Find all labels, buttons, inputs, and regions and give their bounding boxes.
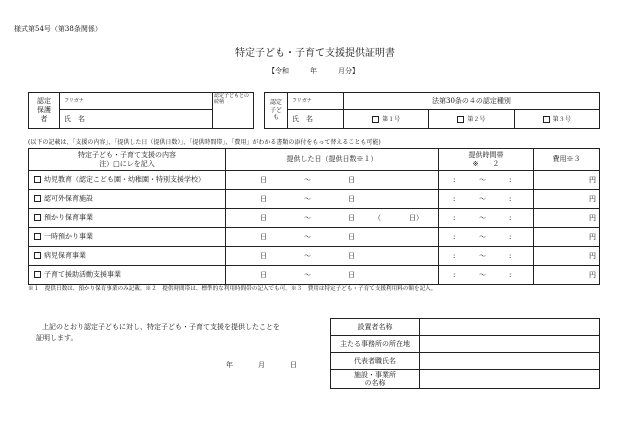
row-label: 認可外保育施設 (44, 194, 93, 203)
cert-day: 日 (290, 361, 297, 369)
checkbox-icon[interactable] (34, 233, 41, 240)
row-days[interactable] (226, 190, 439, 209)
table-row (29, 209, 600, 228)
child-label-cell (265, 93, 288, 129)
day-tilde: 〜 (304, 195, 311, 203)
facility-line-2: の名称 (364, 378, 386, 387)
day-from: 日 (260, 195, 267, 203)
row-time[interactable] (439, 190, 534, 209)
day-from: 日 (260, 176, 267, 184)
table-row (29, 266, 600, 285)
child-furigana-cell[interactable] (288, 93, 344, 110)
row-time[interactable] (439, 228, 534, 247)
row-label: 子育て援助活動支援事業 (44, 270, 121, 279)
provider-value-4[interactable] (420, 370, 600, 389)
recipient-furigana-cell[interactable] (60, 93, 213, 110)
time-tilde: 〜 (479, 271, 486, 279)
checkbox-icon (457, 116, 464, 123)
row-label: 一時預かり事業 (44, 232, 93, 241)
day-from: 日 (260, 252, 267, 260)
row-days[interactable] (226, 228, 439, 247)
row-days[interactable] (226, 171, 439, 190)
category-2[interactable] (429, 110, 514, 129)
recipient-relation-cell[interactable] (213, 93, 254, 129)
header-time-line1: 提供時間帯 (468, 150, 504, 159)
row-label: 幼児教育（認定こども園・幼稚園・特別支援学校） (44, 175, 205, 184)
day-to: 日 (348, 176, 355, 184)
row-cost[interactable]: 円 (534, 266, 600, 285)
period-month: 月分】 (338, 67, 359, 75)
row-content[interactable] (29, 171, 226, 190)
certification-text-2: 証明します。 (36, 334, 78, 342)
form-number: 様式第54号（第38条関係） (14, 25, 102, 33)
provider-table (330, 318, 600, 389)
provider-label-3: 代表者職氏名 (331, 353, 420, 370)
day-from: 日 (260, 233, 267, 241)
row-content[interactable] (29, 209, 226, 228)
time-from: : (453, 214, 456, 222)
day-from: 日 (260, 271, 267, 279)
row-time[interactable] (439, 247, 534, 266)
recipient-table (28, 92, 254, 129)
recipient-label-cell (29, 93, 60, 129)
row-time[interactable] (439, 171, 534, 190)
child-furigana-label: フリガナ (292, 97, 312, 104)
checkbox-icon (372, 116, 379, 123)
row-label: 病児保育事業 (44, 251, 86, 260)
time-from: : (453, 271, 456, 279)
day-from: 日 (260, 214, 267, 222)
provider-label-4 (331, 370, 420, 389)
table-row (29, 247, 600, 266)
time-tilde: 〜 (479, 233, 486, 241)
row-cost[interactable]: 円 (534, 209, 600, 228)
period-year: 年 (310, 67, 317, 75)
time-from: : (453, 195, 456, 203)
day-tilde: 〜 (304, 233, 311, 241)
category-2-label: 第２号 (467, 115, 486, 123)
time-tilde: 〜 (479, 214, 486, 222)
time-to: : (509, 214, 512, 222)
time-from: : (453, 233, 456, 241)
recipient-furigana-label: フリガナ (64, 97, 84, 104)
time-to: : (509, 271, 512, 279)
recipient-name-label: 氏 名 (64, 114, 85, 123)
day-tilde: 〜 (304, 252, 311, 260)
time-to: : (509, 195, 512, 203)
child-name-cell[interactable] (288, 110, 344, 129)
table-row (29, 190, 600, 209)
recipient-name-cell[interactable] (60, 110, 213, 129)
footnote: ※１ 提供日数は、預かり保育事業のみ記載。※２ 提供時間帯は、標準的な利用時間帯の記入でも可。※３ 費用は特定子ども・子育て支援利用料の額を記入。 (28, 286, 437, 292)
day-to: 日 (348, 214, 355, 222)
header-content-line1: 特定子ども・子育て支援の内容 (78, 150, 176, 159)
row-content[interactable] (29, 266, 226, 285)
row-cost[interactable]: 円 (534, 190, 600, 209)
day-to: 日 (348, 252, 355, 260)
header-time-line2: ※ ２ (472, 159, 500, 168)
time-tilde: 〜 (479, 252, 486, 260)
row-content[interactable] (29, 228, 226, 247)
checkbox-icon[interactable] (34, 214, 41, 221)
recipient-relation-label: 認定子どもとの続柄 (214, 93, 250, 105)
row-content[interactable] (29, 247, 226, 266)
row-days[interactable] (226, 209, 439, 228)
note-text: (以下の記載は、「支援の内容」、「提供した日（提供日数）」、「提供時間帯」、「費用」がわかる書類の添付をもって替えることも可能) (28, 139, 381, 146)
period-open: 【令和 (268, 67, 289, 75)
header-time (439, 149, 534, 171)
certification-text-1: 上記のとおり認定子どもに対し、特定子ども・子育て支援を提供したことを (42, 323, 280, 331)
checkbox-icon[interactable] (34, 271, 41, 278)
provider-value-1[interactable] (420, 319, 600, 336)
time-from: : (453, 176, 456, 184)
provider-label-1: 設置者名称 (331, 319, 420, 336)
row-time[interactable] (439, 266, 534, 285)
cert-year: 年 (226, 361, 233, 369)
time-from: : (453, 252, 456, 260)
table-row (29, 228, 600, 247)
day-to: 日 (348, 195, 355, 203)
time-to: : (509, 252, 512, 260)
provider-label-2: 主たる事務所の所在地 (331, 336, 420, 353)
row-cost[interactable]: 円 (534, 247, 600, 266)
category-3-label: 第３号 (552, 115, 571, 123)
time-tilde: 〜 (479, 176, 486, 184)
day-to: 日 (348, 271, 355, 279)
facility-line-1: 施設・事業所 (354, 370, 396, 379)
table-row (29, 171, 600, 190)
row-label: 預かり保育事業 (44, 213, 93, 222)
header-cost: 費用※３ (534, 149, 600, 171)
checkbox-icon[interactable] (34, 252, 41, 259)
header-content (29, 149, 226, 171)
category-header: 法第30条の４の認定種別 (343, 93, 599, 110)
child-label: 認定子ども (269, 98, 282, 122)
child-table (264, 92, 600, 129)
recipient-label: 認定保護者 (37, 96, 51, 124)
checkbox-icon[interactable] (34, 176, 41, 183)
row-cost[interactable]: 円 (534, 171, 600, 190)
row-content[interactable] (29, 190, 226, 209)
header-days: 提供した日（提供日数※１） (226, 149, 439, 171)
time-to: : (509, 233, 512, 241)
day-count: （ 日） (374, 214, 423, 222)
header-content-line2: 注）□にレを記入 (99, 159, 155, 168)
row-days[interactable] (226, 247, 439, 266)
child-name-label: 氏 名 (292, 114, 313, 123)
day-to: 日 (348, 233, 355, 241)
category-1-label: 第１号 (382, 115, 401, 123)
services-table (28, 148, 600, 285)
provider-value-2[interactable] (420, 336, 600, 353)
row-days[interactable] (226, 266, 439, 285)
checkbox-icon (543, 116, 550, 123)
category-1[interactable] (343, 110, 428, 129)
checkbox-icon[interactable] (34, 195, 41, 202)
page-title: 特定子ども・子育て支援提供証明書 (235, 48, 395, 59)
cert-month: 月 (258, 361, 265, 369)
day-tilde: 〜 (304, 176, 311, 184)
category-3[interactable] (514, 110, 599, 129)
provider-value-3[interactable] (420, 353, 600, 370)
row-cost[interactable]: 円 (534, 228, 600, 247)
day-tilde: 〜 (304, 271, 311, 279)
time-tilde: 〜 (479, 195, 486, 203)
day-tilde: 〜 (304, 214, 311, 222)
time-to: : (509, 176, 512, 184)
row-time[interactable] (439, 209, 534, 228)
